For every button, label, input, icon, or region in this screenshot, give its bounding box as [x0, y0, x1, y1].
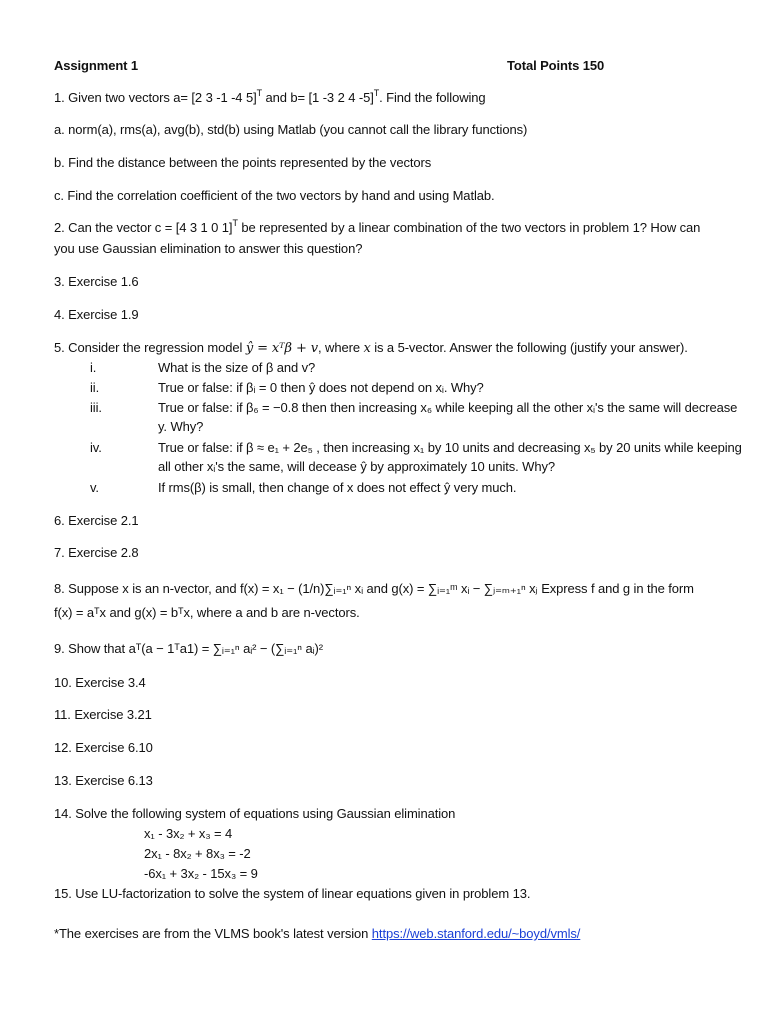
- question-2-line2: you use Gaussian elimination to answer this question?: [54, 241, 363, 256]
- q1-sup-b: T: [373, 88, 380, 98]
- question-10: 10. Exercise 3.4: [54, 675, 146, 690]
- total-points: Total Points 150: [507, 58, 605, 73]
- q5-item-text: True or false: if β₆ = −0.8 then then increasing x₆ while keeping all the other xᵢ's the same will decrease: [158, 400, 738, 415]
- assignment-title: Assignment 1: [54, 58, 139, 73]
- question-13: 13. Exercise 6.13: [54, 773, 153, 788]
- q5-x: x: [363, 341, 371, 356]
- question-1b: b. Find the distance between the points represented by the vectors: [54, 155, 432, 170]
- q1-text-c: . Find the following: [379, 90, 486, 105]
- question-1: [54, 90, 486, 105]
- q5-item-text-cont: y. Why?: [158, 419, 204, 434]
- equation-2: 2x₁ - 8x₂ + 8x₃ = -2: [144, 846, 251, 861]
- question-8: 8. Suppose x is an n-vector, and f(x) = x₁ − (1/n)∑ᵢ₌₁ⁿ xᵢ and g(x) = ∑ᵢ₌₁ᵐ xᵢ − ∑ⱼ₌ₘ₊₁ⁿ xⱼ Express f and g in the form: [54, 581, 694, 596]
- question-7: 7. Exercise 2.8: [54, 545, 139, 560]
- q5-item-text-cont: all other xᵢ's the same, will decease ŷ by approximately 10 units. Why?: [158, 459, 555, 474]
- question-14: 14. Solve the following system of equations using Gaussian elimination: [54, 806, 456, 821]
- q1-text-b: and b= [1 -3 2 4 -5]: [262, 90, 374, 105]
- q5-intro-b: , where: [318, 340, 364, 355]
- question-1c: c. Find the correlation coefficient of the two vectors by hand and using Matlab.: [54, 188, 495, 203]
- q5-item-text: What is the size of β and v?: [158, 360, 316, 375]
- question-2: [54, 220, 700, 235]
- q2-text-b: be represented by a linear combination of the two vectors in problem 1? How can: [237, 220, 701, 235]
- q5-intro-a: 5. Consider the regression model: [54, 340, 246, 355]
- question-12: 12. Exercise 6.10: [54, 740, 153, 755]
- q1-sup-a: T: [256, 88, 262, 98]
- equation-3: -6x₁ + 3x₂ - 15x₃ = 9: [144, 866, 258, 881]
- question-6: 6. Exercise 2.1: [54, 513, 139, 528]
- q1-text-a: 1. Given two vectors a= [2 3 -1 -4 5]: [54, 90, 257, 105]
- question-5: [54, 340, 688, 356]
- q5-intro-c: is a 5-vector. Answer the following (justify your answer).: [370, 340, 688, 355]
- question-15: 15. Use LU-factorization to solve the system of linear equations given in problem 13.: [54, 886, 531, 901]
- q5-item-num: v.: [90, 480, 99, 495]
- q5-item-num: ii.: [90, 380, 100, 395]
- q5-model: ŷ = xᵀβ + v: [245, 341, 319, 356]
- q5-item-num: iii.: [90, 400, 102, 415]
- footer-note: [54, 926, 580, 941]
- vmls-link[interactable]: https://web.stanford.edu/~boyd/vmls/: [371, 926, 581, 941]
- q5-item-num: i.: [90, 360, 97, 375]
- question-9: 9. Show that aᵀ(a − 1ᵀa1) = ∑ᵢ₌₁ⁿ aᵢ² − (∑ᵢ₌₁ⁿ aᵢ)²: [54, 641, 323, 656]
- footer-note-text: *The exercises are from the VLMS book's latest version: [54, 926, 372, 941]
- header-row: [54, 58, 714, 73]
- q5-item-text: True or false: if β ≈ e₁ + 2e₅ , then increasing x₁ by 10 units and decreasing x₅ by 20 units while keeping: [158, 440, 742, 455]
- question-4: 4. Exercise 1.9: [54, 307, 139, 322]
- q5-item-text: If rms(β) is small, then change of x does not effect ŷ very much.: [158, 480, 517, 495]
- q5-item-num: iv.: [90, 440, 102, 455]
- question-3: 3. Exercise 1.6: [54, 274, 139, 289]
- equation-1: x₁ - 3x₂ + x₃ = 4: [144, 826, 233, 841]
- q2-sup: T: [232, 218, 238, 228]
- question-1a: a. norm(a), rms(a), avg(b), std(b) using Matlab (you cannot call the library functions): [54, 122, 528, 137]
- q5-item-text: True or false: if βᵢ = 0 then ŷ does not depend on xᵢ. Why?: [158, 380, 484, 395]
- question-8-line2: f(x) = aᵀx and g(x) = bᵀx, where a and b are n-vectors.: [54, 605, 360, 620]
- q2-text-a: 2. Can the vector c = [4 3 1 0 1]: [54, 220, 233, 235]
- question-11: 11. Exercise 3.21: [54, 707, 152, 722]
